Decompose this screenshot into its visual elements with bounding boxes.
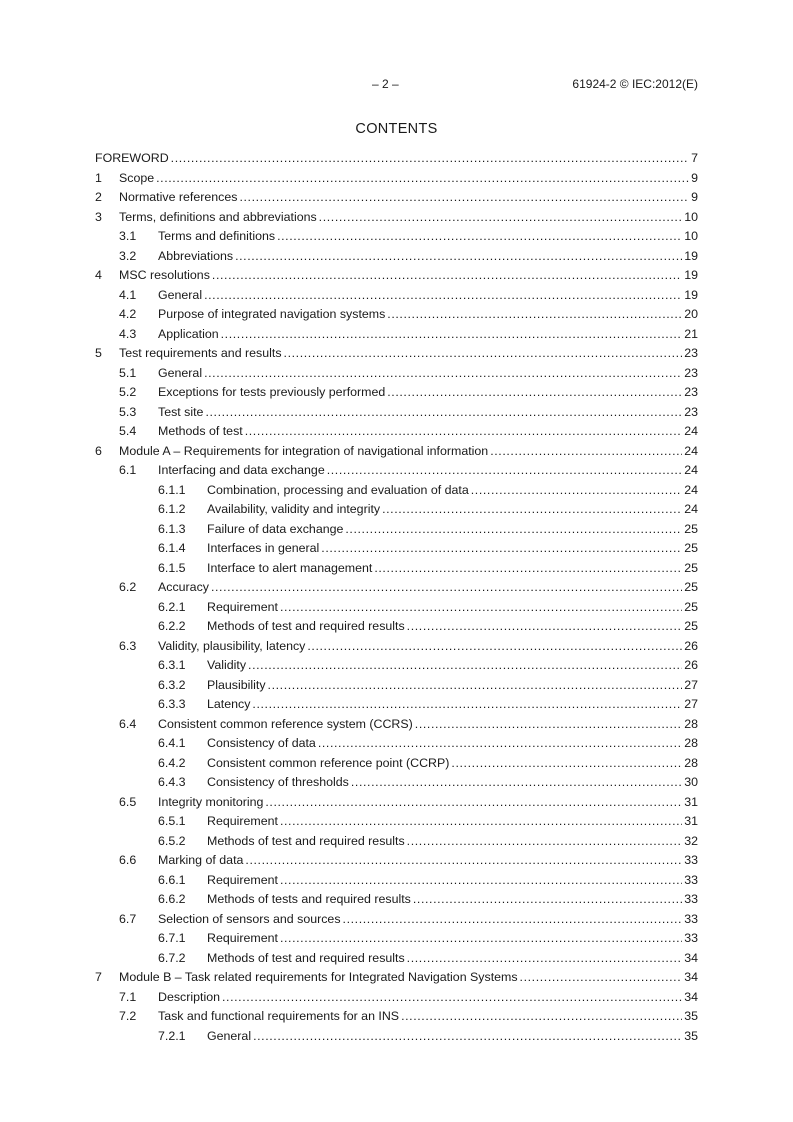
- toc-entry-page: 23: [684, 365, 698, 380]
- toc-entry-page: 34: [684, 970, 698, 984]
- toc-entry-number: 6.4: [119, 716, 137, 731]
- toc-entry[interactable]: [95, 327, 698, 347]
- toc-entry-page: 20: [684, 307, 698, 321]
- toc-entry-page: 25: [684, 599, 698, 614]
- toc-entry[interactable]: [95, 970, 698, 990]
- toc-entry[interactable]: [95, 756, 698, 776]
- toc-entry[interactable]: [95, 483, 698, 503]
- dot-leader: [520, 970, 683, 984]
- dot-leader: [268, 678, 683, 692]
- toc-entry[interactable]: [95, 171, 698, 191]
- toc-entry[interactable]: [95, 580, 698, 600]
- toc-entry-title: Latency: [207, 697, 251, 711]
- toc-entry[interactable]: [95, 190, 698, 210]
- toc-entry[interactable]: [95, 697, 698, 717]
- toc-entry-title: Module B – Task related requirements for Integrated Navigation Systems: [119, 970, 518, 984]
- toc-entry-number: 6.3.3: [158, 697, 186, 711]
- toc-entry-title: Integrity monitoring: [158, 794, 264, 809]
- dot-leader: [490, 444, 682, 458]
- toc-entry-page: 32: [684, 833, 698, 848]
- toc-entry-title: General: [207, 1028, 252, 1043]
- toc-entry-page: 31: [684, 794, 698, 809]
- toc-entry-title: Requirement: [207, 931, 278, 945]
- dot-leader: [345, 522, 682, 536]
- toc-entry-page: 25: [684, 580, 698, 594]
- toc-entry-title: Interfacing and data exchange: [158, 463, 325, 477]
- toc-entry-number: 6.5.1: [158, 814, 186, 828]
- dot-leader: [307, 639, 682, 653]
- toc-entry[interactable]: [95, 151, 698, 171]
- toc-entry-title: Requirement: [207, 599, 278, 614]
- toc-entry-page: 30: [684, 775, 698, 789]
- toc-entry[interactable]: [95, 463, 698, 483]
- dot-leader: [471, 483, 682, 497]
- toc-entry-number: 6.1.5: [158, 560, 186, 575]
- dot-leader: [407, 619, 683, 633]
- dot-leader: [387, 385, 682, 399]
- toc-entry-number: 6.7.2: [158, 950, 186, 965]
- toc-entry-title: Terms, definitions and abbreviations: [119, 209, 317, 224]
- toc-entry-title: Methods of test and required results: [207, 833, 405, 848]
- toc-entry-page: 26: [684, 638, 698, 653]
- toc-entry-title: Consistency of thresholds: [207, 775, 349, 789]
- toc-entry[interactable]: [95, 366, 698, 386]
- toc-entry-page: 28: [684, 736, 698, 750]
- dot-leader: [319, 210, 683, 224]
- toc-entry-page: 25: [684, 521, 698, 536]
- toc-entry-title: Test site: [158, 404, 204, 419]
- toc-entry-page: 25: [684, 560, 698, 575]
- dot-leader: [343, 912, 683, 926]
- toc-entry[interactable]: [95, 522, 698, 542]
- toc-entry[interactable]: [95, 639, 698, 659]
- toc-entry-title: Methods of tests and required results: [207, 892, 411, 906]
- toc-entry-number: 5.2: [119, 385, 137, 399]
- toc-entry-title: Scope: [119, 170, 155, 185]
- toc-entry-title: General: [158, 365, 203, 380]
- toc-entry-title: Requirement: [207, 872, 278, 887]
- toc-entry-title: Application: [158, 326, 219, 341]
- dot-leader: [171, 151, 689, 165]
- toc-entry[interactable]: [95, 931, 698, 951]
- toc-entry-number: 7.2.1: [158, 1028, 186, 1043]
- toc-entry-title: Availability, validity and integrity: [207, 502, 381, 516]
- toc-entry-page: 34: [684, 989, 698, 1004]
- toc-entry-title: Consistent common reference system (CCRS): [158, 716, 413, 731]
- dot-leader: [205, 405, 682, 419]
- toc-entry-title: Consistency of data: [207, 736, 316, 750]
- toc-entry[interactable]: [95, 834, 698, 854]
- dot-leader: [382, 502, 682, 516]
- table-of-contents: [95, 151, 698, 1048]
- toc-entry-title: Accuracy: [158, 580, 209, 594]
- page-number: – 2 –: [372, 77, 399, 91]
- toc-entry[interactable]: [95, 775, 698, 795]
- toc-entry-title: Selection of sensors and sources: [158, 911, 341, 926]
- toc-entry-page: 35: [684, 1028, 698, 1043]
- toc-entry-number: 5.1: [119, 365, 137, 380]
- toc-entry-title: Terms and definitions: [158, 229, 276, 243]
- toc-entry-title: FOREWORD: [95, 151, 169, 165]
- toc-entry-number: 6.1.4: [158, 541, 186, 555]
- toc-entry-page: 33: [684, 892, 698, 906]
- toc-entry-page: 10: [684, 209, 698, 224]
- toc-entry[interactable]: [95, 385, 698, 405]
- dot-leader: [245, 853, 682, 867]
- toc-entry-page: 9: [691, 190, 698, 204]
- toc-entry-title: Normative references: [119, 190, 238, 204]
- dot-leader: [413, 892, 682, 906]
- toc-entry[interactable]: [95, 444, 698, 464]
- toc-entry-number: 6.3.2: [158, 677, 186, 692]
- toc-entry-page: 25: [684, 541, 698, 555]
- toc-entry-title: Validity: [207, 658, 247, 672]
- toc-entry-title: Plausibility: [207, 677, 266, 692]
- toc-entry-title: Purpose of integrated navigation systems: [158, 307, 386, 321]
- toc-entry-title: Methods of test and required results: [207, 619, 405, 633]
- toc-entry[interactable]: [95, 1029, 698, 1049]
- toc-entry[interactable]: [95, 600, 698, 620]
- toc-entry-title: Test requirements and results: [119, 346, 282, 360]
- toc-entry[interactable]: [95, 541, 698, 561]
- toc-entry-number: 4: [95, 268, 102, 282]
- dot-leader: [221, 327, 683, 341]
- toc-entry[interactable]: [95, 658, 698, 678]
- toc-entry-page: 31: [684, 814, 698, 828]
- toc-entry[interactable]: [95, 951, 698, 971]
- toc-entry-number: 5: [95, 346, 102, 360]
- dot-leader: [204, 288, 682, 302]
- toc-entry-page: 21: [684, 326, 698, 341]
- dot-leader: [451, 756, 682, 770]
- dot-leader: [253, 1029, 682, 1043]
- toc-entry-number: 6.5: [119, 794, 137, 809]
- toc-entry[interactable]: [95, 795, 698, 815]
- toc-entry-page: 23: [684, 385, 698, 399]
- toc-entry[interactable]: [95, 405, 698, 425]
- toc-entry-title: Module A – Requirements for integration of navigational information: [119, 443, 489, 458]
- toc-entry-number: 6.2.1: [158, 599, 186, 614]
- toc-entry-number: 6.7: [119, 911, 137, 926]
- toc-entry[interactable]: [95, 619, 698, 639]
- toc-entry[interactable]: [95, 873, 698, 893]
- toc-entry-page: 28: [684, 755, 698, 770]
- toc-entry[interactable]: [95, 814, 698, 834]
- toc-entry[interactable]: [95, 678, 698, 698]
- dot-leader: [407, 951, 683, 965]
- toc-entry[interactable]: [95, 717, 698, 737]
- dot-leader: [222, 990, 682, 1004]
- toc-entry-number: 5.3: [119, 404, 137, 419]
- toc-entry-number: 7.1: [119, 989, 137, 1004]
- toc-entry-title: Description: [158, 989, 220, 1004]
- toc-entry-page: 10: [684, 229, 698, 243]
- toc-entry-number: 6.3.1: [158, 658, 186, 672]
- toc-entry[interactable]: [95, 892, 698, 912]
- toc-entry[interactable]: [95, 288, 698, 308]
- toc-entry-number: 3: [95, 209, 102, 224]
- dot-leader: [280, 600, 682, 614]
- toc-entry-page: 23: [684, 346, 698, 360]
- toc-entry-number: 6.1.1: [158, 482, 186, 497]
- dot-leader: [204, 366, 682, 380]
- toc-entry-page: 28: [684, 716, 698, 731]
- toc-entry[interactable]: [95, 853, 698, 873]
- toc-entry-title: General: [158, 287, 203, 302]
- toc-entry[interactable]: [95, 268, 698, 288]
- dot-leader: [351, 775, 682, 789]
- toc-entry-title: Combination, processing and evaluation of data: [207, 482, 469, 497]
- toc-entry-page: 24: [684, 424, 698, 438]
- toc-entry-number: 6.6.1: [158, 872, 186, 887]
- toc-entry-number: 6.6: [119, 853, 137, 867]
- toc-entry-number: 3.1: [119, 229, 137, 243]
- toc-entry-page: 33: [684, 931, 698, 945]
- toc-entry-page: 35: [684, 1009, 698, 1023]
- dot-leader: [156, 171, 689, 185]
- dot-leader: [374, 561, 682, 575]
- toc-entry-number: 7: [95, 970, 102, 984]
- toc-entry-number: 6.1.3: [158, 521, 186, 536]
- dot-leader: [239, 190, 689, 204]
- toc-entry-page: 33: [684, 911, 698, 926]
- toc-entry-number: 6: [95, 443, 102, 458]
- toc-entry-title: Interface to alert management: [207, 560, 373, 575]
- toc-entry-number: 7.2: [119, 1009, 137, 1023]
- toc-entry-title: Validity, plausibility, latency: [158, 638, 306, 653]
- dot-leader: [321, 541, 682, 555]
- toc-entry-number: 6.1.2: [158, 502, 186, 516]
- toc-entry-number: 6.3: [119, 638, 137, 653]
- toc-entry[interactable]: [95, 307, 698, 327]
- toc-entry[interactable]: [95, 990, 698, 1010]
- toc-entry-title: Marking of data: [158, 853, 244, 867]
- toc-entry-page: 23: [684, 404, 698, 419]
- toc-entry-number: 6.2: [119, 580, 137, 594]
- toc-entry-title: Abbreviations: [158, 248, 234, 263]
- toc-entry-number: 2: [95, 190, 102, 204]
- toc-entry-page: 19: [684, 268, 698, 282]
- dot-leader: [212, 268, 682, 282]
- toc-entry-title: Methods of test and required results: [207, 950, 405, 965]
- toc-entry-page: 9: [691, 170, 698, 185]
- toc-entry-title: Interfaces in general: [207, 541, 320, 555]
- toc-entry[interactable]: [95, 502, 698, 522]
- toc-entry-number: 6.7.1: [158, 931, 186, 945]
- toc-entry-page: 33: [684, 872, 698, 887]
- toc-entry-page: 33: [684, 853, 698, 867]
- dot-leader: [248, 658, 682, 672]
- toc-entry-number: 4.2: [119, 307, 137, 321]
- toc-entry-number: 6.6.2: [158, 892, 186, 906]
- toc-entry-number: 3.2: [119, 248, 137, 263]
- dot-leader: [280, 931, 682, 945]
- toc-entry-page: 24: [684, 463, 698, 477]
- toc-entry-number: 4.1: [119, 287, 137, 302]
- dot-leader: [235, 249, 682, 263]
- toc-entry[interactable]: [95, 249, 698, 269]
- toc-entry-title: Consistent common reference point (CCRP): [207, 755, 450, 770]
- toc-entry-number: 6.4.1: [158, 736, 186, 750]
- toc-entry-page: 24: [684, 502, 698, 516]
- dot-leader: [252, 697, 682, 711]
- toc-entry[interactable]: [95, 912, 698, 932]
- dot-leader: [277, 229, 682, 243]
- dot-leader: [407, 834, 683, 848]
- toc-entry-page: 26: [684, 658, 698, 672]
- toc-entry[interactable]: [95, 736, 698, 756]
- toc-entry-number: 6.4.3: [158, 775, 186, 789]
- dot-leader: [284, 346, 683, 360]
- toc-entry[interactable]: [95, 1009, 698, 1029]
- toc-entry-page: 27: [684, 697, 698, 711]
- toc-entry[interactable]: [95, 229, 698, 249]
- toc-entry-page: 34: [684, 950, 698, 965]
- dot-leader: [318, 736, 682, 750]
- toc-entry-page: 27: [684, 677, 698, 692]
- dot-leader: [280, 814, 682, 828]
- page-title: CONTENTS: [355, 121, 438, 137]
- dot-leader: [280, 873, 682, 887]
- toc-entry-number: 5.4: [119, 424, 137, 438]
- toc-entry-title: Methods of test: [158, 424, 243, 438]
- toc-entry-page: 24: [684, 443, 698, 458]
- toc-entry-page: 25: [684, 619, 698, 633]
- toc-entry[interactable]: [95, 424, 698, 444]
- toc-entry-title: Failure of data exchange: [207, 521, 344, 536]
- toc-entry[interactable]: [95, 346, 698, 366]
- dot-leader: [265, 795, 682, 809]
- dot-leader: [415, 717, 682, 731]
- toc-entry[interactable]: [95, 561, 698, 581]
- toc-entry-page: 24: [684, 482, 698, 497]
- document-id: 61924-2 © IEC:2012(E): [572, 77, 698, 91]
- toc-entry-number: 6.5.2: [158, 833, 186, 848]
- toc-entry-number: 1: [95, 170, 102, 185]
- toc-entry-page: 7: [691, 151, 698, 165]
- dot-leader: [211, 580, 682, 594]
- dot-leader: [327, 463, 682, 477]
- toc-entry-page: 19: [684, 248, 698, 263]
- toc-entry-number: 6.2.2: [158, 619, 186, 633]
- toc-entry-number: 4.3: [119, 326, 137, 341]
- toc-entry-page: 19: [684, 287, 698, 302]
- toc-entry-number: 6.4.2: [158, 755, 186, 770]
- toc-entry-title: Task and functional requirements for an INS: [158, 1009, 400, 1023]
- toc-entry[interactable]: [95, 210, 698, 230]
- toc-entry-title: Exceptions for tests previously performed: [158, 385, 386, 399]
- dot-leader: [387, 307, 682, 321]
- toc-entry-number: 6.1: [119, 463, 137, 477]
- toc-entry-title: Requirement: [207, 814, 278, 828]
- dot-leader: [401, 1009, 682, 1023]
- toc-entry-title: MSC resolutions: [119, 268, 210, 282]
- dot-leader: [245, 424, 682, 438]
